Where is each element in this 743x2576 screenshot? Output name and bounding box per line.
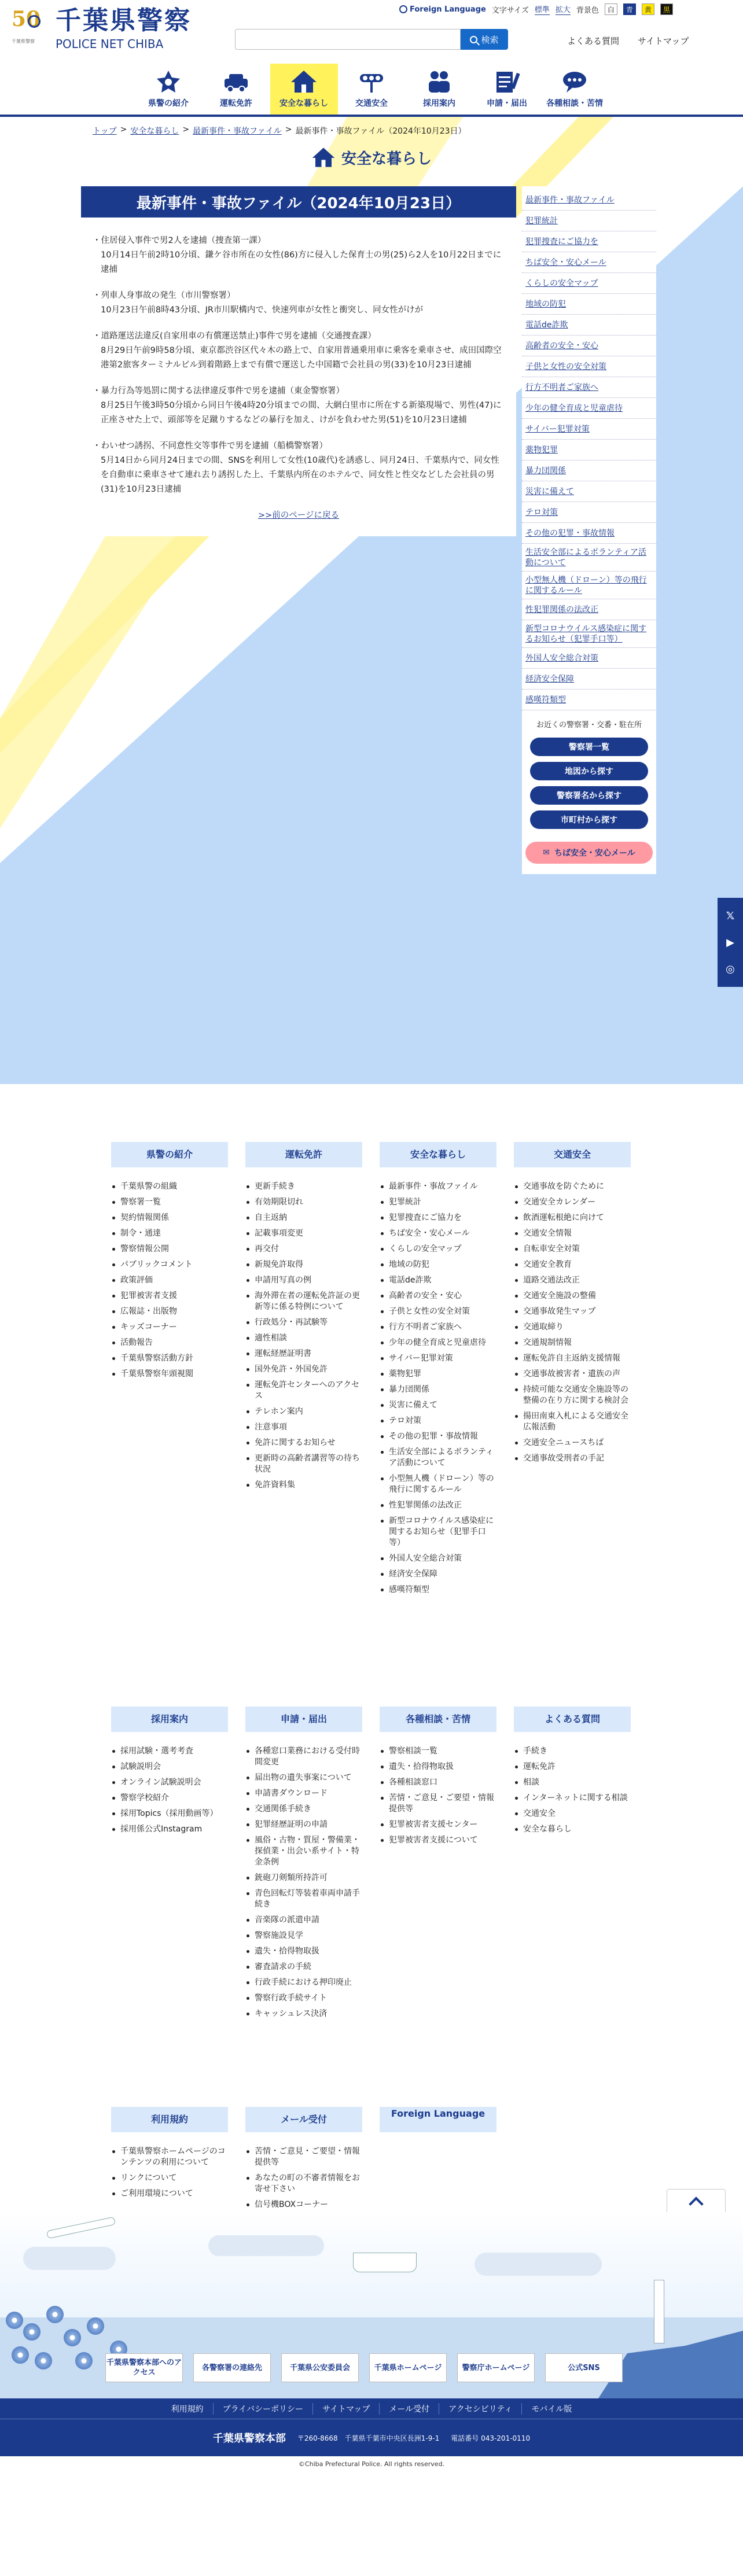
sidebar	[522, 186, 656, 874]
footer-link[interactable]: 交通関係手続き	[245, 1801, 362, 1817]
gnav-item-recruit[interactable]	[406, 64, 473, 115]
article-body	[81, 218, 516, 523]
airplane-illustration	[46, 2217, 116, 2239]
footer-link[interactable]: 経済安全保障	[380, 1567, 496, 1582]
footer-link[interactable]: 申請用写真の例	[245, 1273, 362, 1288]
footer-link[interactable]: 適性相談	[245, 1331, 362, 1346]
footer-link[interactable]: 各種相談窓口	[380, 1775, 496, 1790]
footer-link[interactable]: 再交付	[245, 1241, 362, 1257]
house-icon	[311, 146, 336, 169]
footer-link[interactable]: 各種窓口業務における受付時間変更	[245, 1744, 362, 1770]
footer-link[interactable]: 地域の防犯	[380, 1257, 496, 1273]
banner-station-contacts[interactable]: 各警察署の連絡先	[193, 2353, 271, 2382]
footer-link[interactable]: テレホン案内	[245, 1404, 362, 1420]
footer-link-mail[interactable]: メール受付	[379, 2403, 439, 2415]
banner-official-sns[interactable]: 公式SNS	[545, 2353, 623, 2382]
footer-link[interactable]: 契約情報関係	[111, 1210, 228, 1226]
sidebar-item[interactable]: 行方不明者ご家族へ	[522, 377, 656, 398]
sidebar-item[interactable]: 電話de詐欺	[522, 315, 656, 336]
footer-column	[111, 1707, 228, 1837]
footer-link-mobile[interactable]: モバイル版	[521, 2403, 581, 2415]
car-icon	[222, 69, 250, 94]
news-heading: ・道路運送法違反(自家用車の有償運送禁止)事件で男を逮捕（交通捜査課）	[93, 331, 376, 341]
search-icon	[470, 36, 477, 43]
footer-link[interactable]: 銃砲刀剣類所持許可	[245, 1870, 362, 1886]
foreign-language-link[interactable]	[399, 5, 486, 14]
footer-link[interactable]: 免許に関するお知らせ	[245, 1435, 362, 1451]
footer-link[interactable]: 少年の健全育成と児童虐待	[380, 1335, 496, 1351]
breadcrumb-separator: >	[182, 125, 190, 134]
footer-link[interactable]: 手続き	[514, 1744, 631, 1759]
footer-column-title[interactable]: よくある質問	[514, 1707, 631, 1732]
footer-link[interactable]: 交通安全教育	[514, 1257, 631, 1273]
news-heading: ・列車人身事故の発生（市川警察署）	[93, 291, 236, 300]
main-area	[0, 117, 743, 1084]
footer-column-title[interactable]: 県警の紹介	[111, 1142, 228, 1167]
sidebar-item[interactable]: 暴力団関係	[522, 460, 656, 481]
footer-link[interactable]: 記載事項変更	[245, 1226, 362, 1241]
page-title	[0, 146, 743, 169]
house-icon	[290, 69, 318, 94]
breadcrumb	[93, 125, 466, 137]
footer-link[interactable]: インターネットに関する相談	[514, 1790, 631, 1806]
x-icon[interactable]: 𝕏	[726, 909, 735, 922]
sidebar-item[interactable]: 地域の防犯	[522, 294, 656, 315]
cloud	[475, 2253, 602, 2276]
text-size-label: 文字サイズ	[491, 6, 529, 15]
footer-column-title[interactable]: 採用案内	[111, 1707, 228, 1732]
anniversary-number: 50	[12, 7, 41, 31]
bg-white-button[interactable]: 白	[605, 3, 617, 15]
sidebar-item[interactable]: サイバー犯罪対策	[522, 419, 656, 440]
footer-link[interactable]: 新規免許取得	[245, 1257, 362, 1273]
footer-link[interactable]: 警察相談一覧	[380, 1744, 496, 1759]
footer-column	[111, 1142, 228, 1382]
footer-link[interactable]: 外国人安全総合対策	[380, 1551, 496, 1567]
station-list-button[interactable]: 警察署一覧	[530, 738, 648, 756]
speech-bubble-icon	[561, 69, 588, 94]
sidebar-item[interactable]: 子供と女性の安全対策	[522, 356, 656, 377]
footer-column	[111, 2107, 228, 2202]
footer-link[interactable]: 警察情報公開	[111, 1241, 228, 1257]
sidebar-item[interactable]: 少年の健全育成と児童虐待	[522, 398, 656, 419]
footer-link[interactable]: その他の犯罪・事故情報	[380, 1429, 496, 1444]
footer-link[interactable]: 警察行政手続サイト	[245, 1991, 362, 2006]
text-size-large-button[interactable]: 拡大	[556, 3, 571, 15]
banner-npa[interactable]: 警察庁ホームページ	[457, 2353, 535, 2382]
footer-banners	[105, 2353, 623, 2382]
footer-link[interactable]: 性犯罪関係の法改正	[380, 1498, 496, 1513]
footer-link[interactable]: キャッシュレス決済	[245, 2006, 362, 2022]
footer-link[interactable]: 政策評価	[111, 1273, 228, 1288]
footer-link[interactable]: 行政処分・再試験等	[245, 1315, 362, 1331]
footer-column-title[interactable]: 運転免許	[245, 1142, 362, 1167]
footer-link[interactable]: 新型コロナウイルス感染症に関するお知らせ（犯罪手口等）	[380, 1513, 496, 1551]
footer-link[interactable]: くらしの安全マップ	[380, 1241, 496, 1257]
footer-phone: 電話番号 043-201-0110	[451, 2434, 531, 2442]
police-emblem-icon	[28, 15, 41, 28]
text-size-standard-button[interactable]: 標準	[535, 3, 550, 15]
arrow-up-icon	[689, 2197, 703, 2211]
document-pen-icon	[493, 69, 521, 94]
footer-link[interactable]: 有効期限切れ	[245, 1195, 362, 1210]
utility-bar	[399, 3, 673, 15]
footer-link[interactable]: 運転経歴証明書	[245, 1346, 362, 1362]
news-item	[93, 384, 505, 428]
footer-link[interactable]: 交通事故を防ぐために	[514, 1179, 631, 1195]
footer-link[interactable]: 交通安全施設の整備	[514, 1288, 631, 1304]
sidebar-item[interactable]: その他の犯罪・事故情報	[522, 523, 656, 544]
footer-link[interactable]: 風俗・古物・質屋・警備業・探偵業・出会い系サイト・特金条例	[245, 1833, 362, 1870]
youtube-icon[interactable]: ▶	[726, 936, 734, 949]
footer-link[interactable]: サイバー犯罪対策	[380, 1351, 496, 1366]
footer-link[interactable]: 免許資料集	[245, 1477, 362, 1493]
banner-hq-access[interactable]: 千葉県警察本部へのアクセス	[105, 2353, 183, 2382]
gnav-label: 県警の紹介	[148, 99, 189, 108]
footer-link[interactable]: 海外滞在者の運転免許証の更新等に係る特例について	[245, 1288, 362, 1315]
site-search	[235, 29, 508, 50]
footer-link[interactable]: 青色回転灯等装着車両申請手続き	[245, 1886, 362, 1912]
gnav-item-license[interactable]	[203, 64, 270, 115]
footer-link[interactable]: 交通事故発生マップ	[514, 1304, 631, 1320]
back-link[interactable]: >>前のページに戻る	[258, 511, 339, 520]
footer-link[interactable]: 子供と女性の安全対策	[380, 1304, 496, 1320]
footer-link[interactable]: 交通安全情報	[514, 1226, 631, 1241]
news-item	[93, 289, 505, 318]
footer-link[interactable]: 更新手続き	[245, 1179, 362, 1195]
footer-link[interactable]: 広報誌・出版物	[111, 1304, 228, 1320]
footer-link[interactable]: 安全な暮らし	[514, 1822, 631, 1837]
footer-link[interactable]: 自転車安全対策	[514, 1241, 631, 1257]
footer-link[interactable]: 飲酒運転根絶に向けて	[514, 1210, 631, 1226]
logo-title-en: POLICE NET CHIBA	[56, 37, 164, 51]
article-title: 最新事件・事故ファイル（2024年10月23日）	[81, 186, 516, 218]
footer-column	[380, 1142, 496, 1598]
footer-link[interactable]: 交通事故被害者・遺族の声	[514, 1366, 631, 1382]
footer-link[interactable]: 暴力団関係	[380, 1382, 496, 1398]
news-body: 5月14日から同月24日までの間、SNSを利用して女性(10歳代)を誘惑し、同月24日、千葉県内で、同女性を自動車に乗車させて連れ去り誘拐した上、千葉県内所在のホテルで、同女性と性交などした会社員の男(31)を10月23日逮捕	[101, 456, 499, 494]
footer-link[interactable]: 国外免許・外国免許	[245, 1362, 362, 1377]
sitemap-link[interactable]: サイトマップ	[638, 36, 689, 46]
global-nav	[0, 64, 743, 117]
footer-column	[245, 1707, 362, 2022]
news-body: 10月14日午前2時10分頃、鎌ケ谷市所在の女性(86)方に侵入した保育士の男(25)ら2人を10月22日までに逮捕	[101, 250, 502, 274]
news-body: 8月25日午後3時50分頃から同日午後4時20分頃までの間、大網白里市に所在する新築現場で、男性(47)に正座させた上で、頭部等を足蹴りするなどの暴行を加え、けがを負わせた男(51)を10月23日逮捕	[101, 401, 502, 425]
footer-link-accessibility[interactable]: アクセシビリティ	[439, 2403, 521, 2415]
gnav-label: 申請・届出	[487, 99, 527, 108]
footer-link[interactable]: 警察学校紹介	[111, 1790, 228, 1806]
footer-link[interactable]: 活動報告	[111, 1335, 228, 1351]
footer-link[interactable]: 採用Topics（採用動画等）	[111, 1806, 228, 1822]
footer-column	[514, 1142, 631, 1466]
footer-link[interactable]: 警察施設見学	[245, 1928, 362, 1944]
footer-info	[0, 2419, 743, 2456]
bg-color-label: 背景色	[576, 6, 599, 15]
breadcrumb-incidents[interactable]: 最新事件・事故ファイル	[193, 127, 282, 136]
breadcrumb-current: 最新事件・事故ファイル（2024年10月23日）	[295, 127, 466, 136]
sidebar-item[interactable]: 最新事件・事故ファイル	[522, 190, 656, 211]
footer-nav	[0, 2398, 743, 2419]
site-header	[0, 0, 743, 64]
footer-link[interactable]: テロ対策	[380, 1413, 496, 1429]
footer-link[interactable]: 採用試験・選考考査	[111, 1744, 228, 1759]
footer-link[interactable]: 審査請求の手続	[245, 1959, 362, 1975]
footer-link[interactable]: 苦情・ご意見・ご要望・情報提供等	[380, 1790, 496, 1817]
sidebar-item[interactable]: 犯罪捜査にご協力を	[522, 231, 656, 252]
gnav-item-application[interactable]	[473, 64, 541, 115]
footer-column-title[interactable]: メール受付	[245, 2107, 362, 2132]
footer-link[interactable]: 運転免許	[514, 1759, 631, 1775]
footer-link[interactable]: 犯罪被害者支援について	[380, 1833, 496, 1848]
gnav-label: 採用案内	[423, 99, 455, 108]
footer-link[interactable]: 自主返納	[245, 1210, 362, 1226]
footer-link[interactable]: 災害に備えて	[380, 1398, 496, 1413]
sidebar-item[interactable]: くらしの安全マップ	[522, 273, 656, 294]
footer-link[interactable]: 運転免許自主返納支援情報	[514, 1351, 631, 1366]
police-badge-icon	[155, 69, 182, 94]
footer-link[interactable]: 最新事件・事故ファイル	[380, 1179, 496, 1195]
footer-link[interactable]: 採用係公式Instagram	[111, 1822, 228, 1837]
globe-icon	[399, 5, 407, 13]
instagram-icon[interactable]: ◎	[726, 963, 735, 975]
sidebar-item[interactable]: テロ対策	[522, 502, 656, 523]
footer-link[interactable]: 届出物の遺失事案について	[245, 1770, 362, 1786]
gnav-label: 交通安全	[355, 99, 388, 108]
flowers-illustration	[0, 2300, 150, 2398]
footer-column	[380, 1707, 496, 1848]
gnav-item-intro[interactable]	[135, 64, 203, 115]
footer-link[interactable]: 交通安全ニュースちば	[514, 1435, 631, 1451]
footer-column-title[interactable]: 利用規約	[111, 2107, 228, 2132]
footer-link[interactable]: 千葉県警察年頭視閲	[111, 1366, 228, 1382]
nearby-stations-title: お近くの警察署・交番・駐在所	[536, 721, 642, 729]
footer-link-terms[interactable]: 利用規約	[171, 2404, 204, 2414]
ship-illustration	[353, 2253, 417, 2272]
footer-link-sitemap[interactable]: サイトマップ	[312, 2403, 379, 2415]
footer-link[interactable]: 行政手続における押印廃止	[245, 1975, 362, 1991]
gnav-label: 各種相談・苦情	[546, 99, 603, 108]
footer-link[interactable]: 交通安全	[514, 1806, 631, 1822]
foreign-language-label: Foreign Language	[410, 5, 486, 14]
footer-link[interactable]: 制令・通達	[111, 1226, 228, 1241]
footer-link[interactable]: 持続可能な交通安全施設等の整備の在り方に関する検討会	[514, 1382, 631, 1409]
bg-black-button[interactable]: 黒	[660, 3, 673, 15]
footer-link-privacy[interactable]: プライバシーポリシー	[213, 2403, 312, 2415]
footer-link[interactable]: あなたの町の不審者情報をお寄せ下さい	[245, 2170, 362, 2197]
footer-sitemap	[0, 1084, 743, 2212]
cloud	[23, 2247, 116, 2270]
footer-link[interactable]: リンクについて	[111, 2170, 228, 2186]
footer-illustration	[0, 2212, 743, 2398]
header-links	[567, 35, 689, 47]
footer-link[interactable]: 犯罪統計	[380, 1195, 496, 1210]
sidebar-item[interactable]: 小型無人機（ドローン）等の飛行に関するルール	[522, 572, 656, 599]
faq-link[interactable]: よくある質問	[567, 36, 620, 46]
copyright: ©Chiba Prefectural Police. All rights reserved.	[0, 2456, 743, 2472]
sidebar-item[interactable]: 感嘆符類型	[522, 690, 656, 710]
footer-link[interactable]: 音楽隊の派遣申請	[245, 1912, 362, 1928]
footer-link[interactable]: ちば安全・安心メール	[380, 1226, 496, 1241]
station-name-button[interactable]: 警察署名から探す	[530, 786, 648, 805]
footer-link[interactable]: 交通取締り	[514, 1320, 631, 1335]
gnav-label: 安全な暮らし	[279, 99, 328, 108]
news-heading: ・住居侵入事件で男2人を逮捕（捜査第一課）	[93, 236, 266, 245]
people-icon	[425, 69, 453, 94]
footer-link[interactable]: 交通安全カレンダー	[514, 1195, 631, 1210]
breadcrumb-separator: >	[120, 125, 127, 134]
site-logo[interactable]	[10, 5, 192, 53]
station-city-button[interactable]: 市町村から探す	[530, 810, 648, 829]
footer-link[interactable]: 苦情・ご意見・ご要望・情報提供等	[245, 2144, 362, 2170]
footer-link[interactable]: 犯罪被害者支援センター	[380, 1817, 496, 1833]
news-heading: ・暴力行為等処罰に関する法律違反事件で男を逮捕（東金警察署）	[93, 386, 344, 396]
footer-link[interactable]: 千葉県警察ホームページのコンテンツの利用について	[111, 2144, 228, 2170]
footer-column-title[interactable]: Foreign Language	[380, 2107, 496, 2132]
safety-mail-button[interactable]	[525, 842, 653, 864]
breadcrumb-top[interactable]: トップ	[93, 127, 117, 136]
news-body: 8月29日午前9時58分頃、東京都渋谷区代々木の路上で、自家用普通乗用車に乗客を乗車させ、成田国際空港第2旅客ターミナルビル到着階路上まで有償で運送した中国籍で会社員の男(33)を10月23日逮捕	[101, 346, 502, 370]
mail-icon: ✉	[543, 848, 550, 857]
footer-link[interactable]: 揚田南東入札による交通安全広報活動	[514, 1409, 631, 1435]
footer-link[interactable]: 犯罪捜査にご協力を	[380, 1210, 496, 1226]
article	[81, 186, 516, 536]
gnav-item-traffic[interactable]	[338, 64, 406, 115]
footer-link[interactable]: 信号機BOXコーナー	[245, 2197, 362, 2213]
footer-link[interactable]: 犯罪被害者支援	[111, 1288, 228, 1304]
logo-title-ja: 千葉県警察	[56, 6, 192, 35]
news-heading: ・わいせつ誘拐、不同意性交等事件で男を逮捕（船橋警察署）	[93, 441, 328, 451]
footer-address: 〒260-8668 千葉県千葉市中央区長洲1-9-1	[297, 2434, 440, 2442]
footer-link[interactable]: 注意事項	[245, 1420, 362, 1435]
footer-column-title[interactable]: 各種相談・苦情	[380, 1707, 496, 1732]
gnav-label: 運転免許	[220, 99, 252, 108]
footer-link[interactable]: パブリックコメント	[111, 1257, 228, 1273]
news-body: 10月23日午前8時43分頃、JR市川駅構内で、快速列車が女性と衝突し、同女性がけが	[101, 305, 424, 315]
footer-link[interactable]: 行方不明者ご家族へ	[380, 1320, 496, 1335]
search-input[interactable]	[235, 29, 461, 50]
footer-link[interactable]: 千葉県警察活動方針	[111, 1351, 228, 1366]
news-item	[93, 329, 505, 373]
gnav-item-consult[interactable]	[541, 64, 609, 115]
footer-link[interactable]: 申請書ダウンロード	[245, 1786, 362, 1801]
sidebar-item[interactable]: 犯罪統計	[522, 211, 656, 231]
sidebar-item[interactable]: 高齢者の安全・安心	[522, 336, 656, 356]
search-button[interactable]	[461, 29, 508, 50]
gnav-item-safety[interactable]	[270, 64, 338, 115]
breadcrumb-separator: >	[285, 125, 292, 134]
footer-column-title[interactable]: 申請・届出	[245, 1707, 362, 1732]
search-button-label: 検索	[481, 35, 499, 45]
footer-link[interactable]: オンライン試験説明会	[111, 1775, 228, 1790]
sidebar-item[interactable]: 生活安全部によるボランティア活動について	[522, 544, 656, 572]
sidebar-item[interactable]: 性犯罪関係の法改正	[522, 599, 656, 620]
sidebar-item[interactable]: 外国人安全総合対策	[522, 648, 656, 669]
footer-link[interactable]: 電話de詐欺	[380, 1273, 496, 1288]
footer-column	[245, 1142, 362, 1493]
news-item	[93, 439, 505, 497]
footer-link[interactable]: 試験説明会	[111, 1759, 228, 1775]
sidebar-item[interactable]: 薬物犯罪	[522, 440, 656, 460]
footer-column-title[interactable]: 安全な暮らし	[380, 1142, 496, 1167]
footer-link[interactable]: ご利用環境について	[111, 2186, 228, 2202]
bg-blue-button[interactable]: 青	[623, 3, 636, 15]
footer-link[interactable]: 交通事故受刑者の手記	[514, 1451, 631, 1466]
footer-column	[380, 2107, 496, 2144]
footer-link[interactable]: 犯罪経歴証明の申請	[245, 1817, 362, 1833]
footer-link[interactable]: 運転免許センターへのアクセス	[245, 1377, 362, 1404]
breadcrumb-safety[interactable]: 安全な暮らし	[130, 127, 179, 136]
footer-link[interactable]: 感嘆符類型	[380, 1582, 496, 1598]
sns-bar	[718, 898, 743, 987]
footer-link[interactable]: 相談	[514, 1775, 631, 1790]
lighthouse-illustration	[654, 2280, 664, 2343]
logo-text	[56, 7, 192, 51]
footer-link[interactable]: 遺失・拾得物取扱	[380, 1759, 496, 1775]
footer-link[interactable]: 高齢者の安全・安心	[380, 1288, 496, 1304]
footer-link[interactable]: 道路交通法改正	[514, 1273, 631, 1288]
banner-public-safety-commission[interactable]: 千葉県公安委員会	[281, 2353, 359, 2382]
footer-link[interactable]: 遺失・拾得物取扱	[245, 1944, 362, 1959]
footer-column	[514, 1707, 631, 1837]
anniversary-logo	[10, 5, 51, 53]
footer-link[interactable]: 交通規制情報	[514, 1335, 631, 1351]
banner-chiba-pref[interactable]: 千葉県ホームページ	[369, 2353, 447, 2382]
footer-link[interactable]: 小型無人機（ドローン）等の飛行に関するルール	[380, 1471, 496, 1498]
footer-link[interactable]: キッズコーナー	[111, 1320, 228, 1335]
bg-yellow-button[interactable]: 黄	[642, 3, 654, 15]
traffic-signal-icon	[358, 69, 385, 94]
logo-subtext: 千葉県警察	[12, 39, 35, 44]
station-map-button[interactable]: 地図から探す	[530, 762, 648, 780]
sidebar-item[interactable]: 経済安全保障	[522, 669, 656, 690]
news-item	[93, 234, 505, 277]
page-title-text: 安全な暮らし	[341, 150, 432, 168]
footer-link[interactable]: 千葉県警の組織	[111, 1179, 228, 1195]
footer-link[interactable]: 薬物犯罪	[380, 1366, 496, 1382]
cloud	[208, 2235, 324, 2256]
sidebar-item[interactable]: 新型コロナウイルス感染症に関するお知らせ（犯罪手口等）	[522, 620, 656, 648]
footer-link[interactable]: 更新時の高齢者講習等の待ち状況	[245, 1451, 362, 1477]
footer-org-name: 千葉県警察本部	[212, 2433, 286, 2445]
safety-mail-label: ちば安全・安心メール	[554, 849, 635, 858]
footer-link[interactable]: 生活安全部によるボランティア活動について	[380, 1444, 496, 1471]
footer-link[interactable]: 警察署一覧	[111, 1195, 228, 1210]
sidebar-item[interactable]: 災害に備えて	[522, 481, 656, 502]
sidebar-item[interactable]: ちば安全・安心メール	[522, 252, 656, 273]
footer-column-title[interactable]: 交通安全	[514, 1142, 631, 1167]
